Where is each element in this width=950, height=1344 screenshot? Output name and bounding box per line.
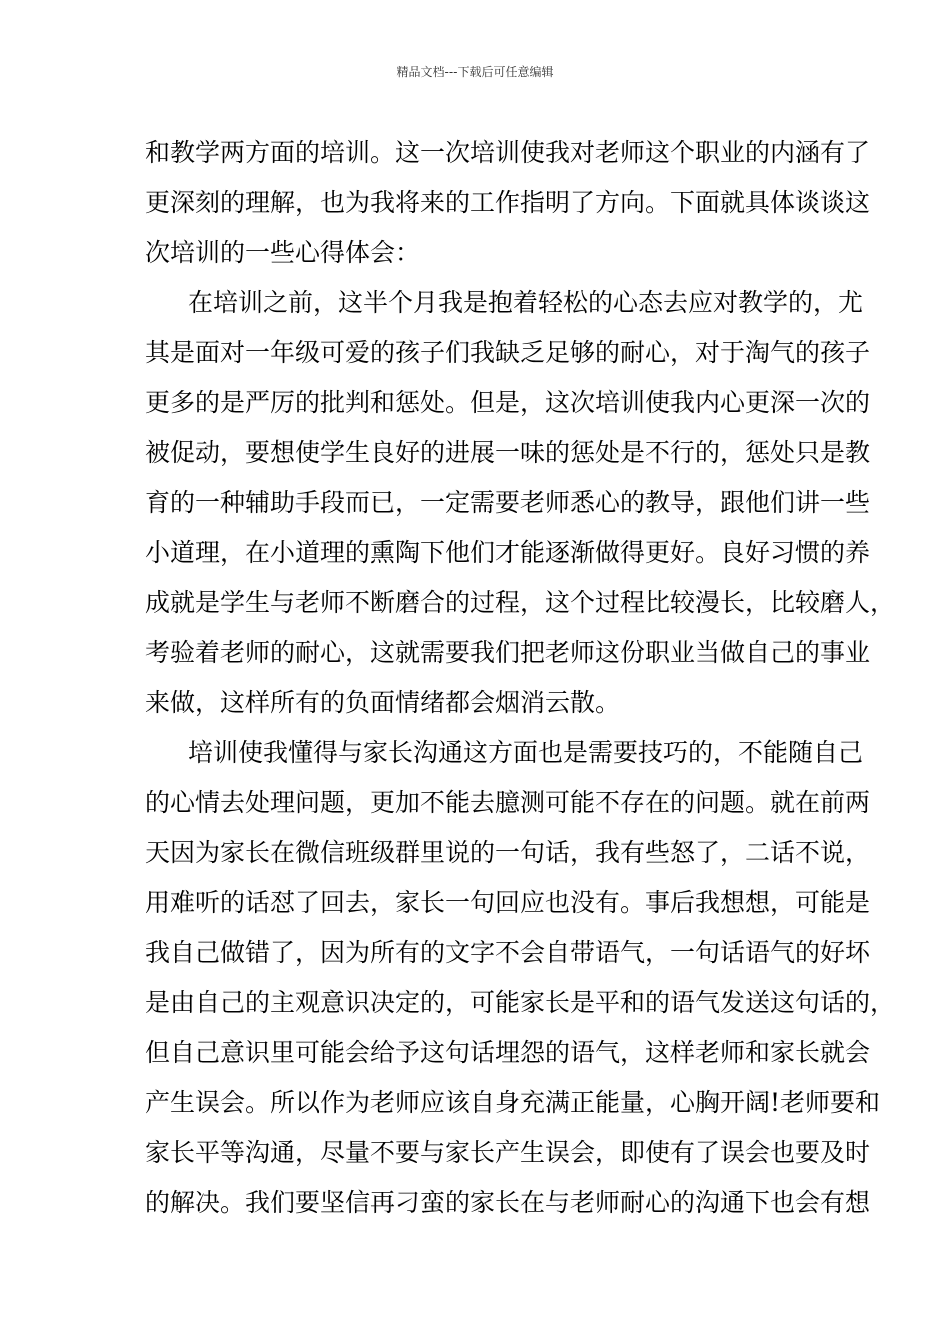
text-line: 育的一种辅助手段而已，一定需要老师悉心的教导，跟他们讲一些 xyxy=(145,488,871,517)
text-line: 和教学两方面的培训。这一次培训使我对老师这个职业的内涵有了 xyxy=(145,138,871,167)
text-line: 的解决。我们要坚信再刁蛮的家长在与老师耐心的沟通下也会有想 xyxy=(145,1188,871,1217)
text-line: 更多的是严厉的批判和惩处。但是，这次培训使我内心更深一次的 xyxy=(145,388,871,417)
text-line: 用难听的话怼了回去，家长一句回应也没有。事后我想想，可能是 xyxy=(145,888,871,917)
text-line: 是由自己的主观意识决定的，可能家长是平和的语气发送这句话的， xyxy=(145,988,896,1017)
text-line: 的心情去处理问题，更加不能去臆测可能不存在的问题。就在前两 xyxy=(145,788,871,817)
text-line: 我自己做错了，因为所有的文字不会自带语气，一句话语气的好坏 xyxy=(145,938,871,967)
text-line: 但自己意识里可能会给予这句话埋怨的语气，这样老师和家长就会 xyxy=(145,1038,871,1067)
text-line: 家长平等沟通，尽量不要与家长产生误会，即使有了误会也要及时 xyxy=(145,1138,871,1167)
text-line: 次培训的一些心得体会： xyxy=(145,238,421,267)
text-line: 天因为家长在微信班级群里说的一句话，我有些怒了，二话不说， xyxy=(145,838,871,867)
text-line: 更深刻的理解，也为我将来的工作指明了方向。下面就具体谈谈这 xyxy=(145,188,871,217)
text-line: 被促动，要想使学生良好的进展一味的惩处是不行的，惩处只是教 xyxy=(145,438,871,467)
document-body xyxy=(145,128,896,1228)
text-line: 其是面对一年级可爱的孩子们我缺乏足够的耐心，对于淘气的孩子 xyxy=(145,338,871,367)
text-line: 小道理，在小道理的熏陶下他们才能逐渐做得更好。良好习惯的养 xyxy=(145,538,871,567)
paragraph-start-line: 在培训之前，这半个月我是抱着轻松的心态去应对教学的，尤 xyxy=(188,288,864,317)
text-line: 产生误会。所以作为老师应该自身充满正能量，心胸开阔!老师要和 xyxy=(145,1088,881,1117)
page-header: 精品文档---下载后可任意编辑 xyxy=(396,65,554,79)
paragraph-start-line: 培训使我懂得与家长沟通这方面也是需要技巧的，不能随自己 xyxy=(188,738,864,767)
text-line: 考验着老师的耐心，这就需要我们把老师这份职业当做自己的事业 xyxy=(145,638,871,667)
text-line: 来做，这样所有的负面情绪都会烟消云散。 xyxy=(145,688,621,717)
text-line: 成就是学生与老师不断磨合的过程，这个过程比较漫长，比较磨人， xyxy=(145,588,896,617)
